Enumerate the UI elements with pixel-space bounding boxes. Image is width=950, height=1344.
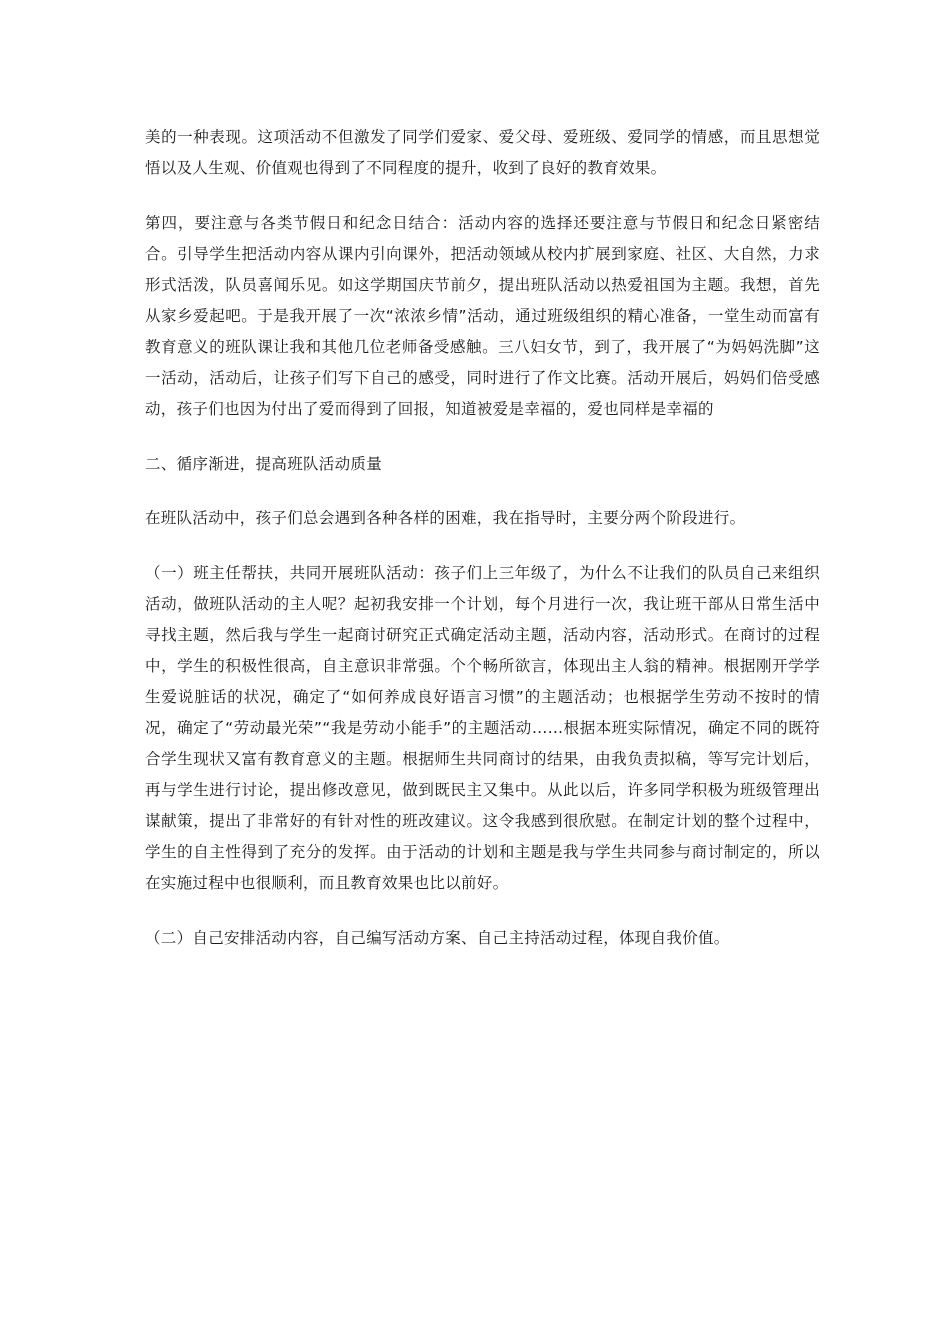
paragraph-continuation: 美的一种表现。这项活动不但激发了同学们爱家、爱父母、爱班级、爱同学的情感，而且思想觉悟以及人生观、价值观也得到了不同程度的提升，收到了良好的教育效果。 — [145, 128, 820, 177]
paragraph-two-stages: 在班队活动中，孩子们总会遇到各种各样的困难，我在指导时，主要分两个阶段进行。 — [145, 509, 746, 527]
document-body — [145, 122, 820, 978]
paragraph-stage-two: （二）自己安排活动内容，自己编写活动方案、自己主持活动过程，体现自我价值。 — [145, 929, 730, 947]
paragraph-holiday-activities: 第四，要注意与各类节假日和纪念日结合：活动内容的选择还要注意与节假日和纪念日紧密结合。引导学生把活动内容从课内引向课外，把活动领域从校内扩展到家庭、社区、大自然，力求形式活泼，队员喜闻乐见。如这学期国庆节前夕，提出班队活动以热爱祖国为主题。我想，首先从家乡爱起吧。于是我开展了一次“浓浓乡情”活动，通过班级组织的精心准备，一堂生动而富有教育意义的班队课让我和其他几位老师备受感触。三八妇女节，到了，我开展了“为妈妈洗脚”这一活动，活动后，让孩子们写下自己的感受，同时进行了作文比赛。活动开展后，妈妈们倍受感动，孩子们也因为付出了爱而得到了回报，知道被爱是幸福的，爱也同样是幸福的 — [145, 214, 820, 418]
paragraph-stage-one: （一）班主任帮扶，共同开展班队活动：孩子们上三年级了，为什么不让我们的队员自己来组织活动，做班队活动的主人呢？起初我安排一个计划，每个月进行一次，我让班干部从日常生活中寻找主题，然后我与学生一起商讨研究正式确定活动主题，活动内容，活动形式。在商讨的过程中，学生的积极性很高，自主意识非常强。个个畅所欲言，体现出主人翁的精神。根据刚开学学生爱说脏话的状况，确定了“如何养成良好语言习惯”的主题活动；也根据学生劳动不按时的情况，确定了“劳动最光荣”“我是劳动小能手”的主题活动……根据本班实际情况，确定不同的既符合学生现状又富有教育意义的主题。根据师生共同商讨的结果，由我负责拟稿，等写完计划后，再与学生进行讨论，提出修改意见，做到既民主又集中。从此以后，许多同学积极为班级管理出谋献策，提出了非常好的有针对性的班改建议。这令我感到很欣慰。在制定计划的整个过程中，学生的自主性得到了充分的发挥。由于活动的计划和主题是我与学生共同参与商讨制定的，所以在实施过程中也很顺利，而且教育效果也比以前好。 — [145, 564, 820, 892]
section-heading: 二、循序渐进，提高班队活动质量 — [145, 455, 383, 473]
